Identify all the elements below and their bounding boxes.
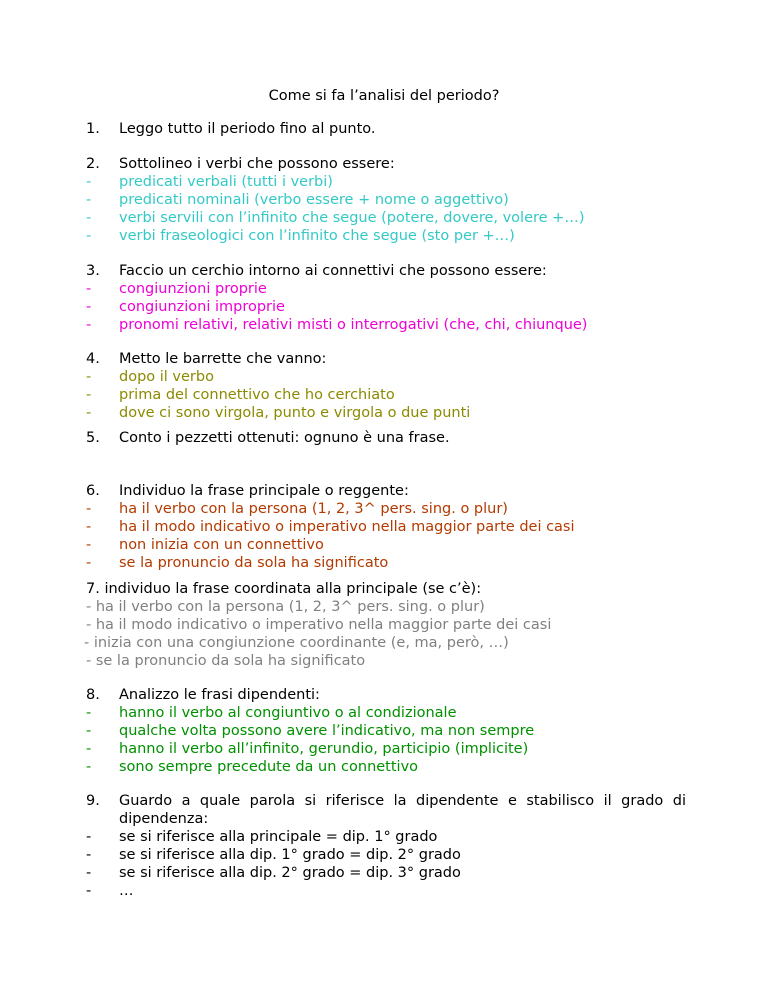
- step-text: Guardo a quale parola si riferisce la dipendente e stabilisco il grado di dipendenza:: [119, 793, 686, 827]
- list-item: - ha il modo indicativo o imperativo nella maggior parte dei casi: [86, 519, 575, 535]
- list-item: - predicati verbali (tutti i verbi): [86, 174, 333, 190]
- step-number: 1.: [86, 121, 100, 137]
- page-title: Come si fa l’analisi del periodo?: [268, 88, 500, 104]
- list-item: - se la pronuncio da sola ha significato: [86, 653, 366, 669]
- list-item: - inizia con una congiunzione coordinante (e, ma, però, …): [84, 635, 509, 651]
- step-6: [86, 482, 686, 572]
- step-number: 3.: [86, 263, 100, 279]
- list-item: - se si riferisce alla dip. 2° grado = dip. 3° grado: [86, 865, 461, 881]
- list-item: - predicati nominali (verbo essere + nome o aggettivo): [86, 192, 509, 208]
- step-number: 9.: [86, 793, 100, 809]
- step-4: [86, 350, 686, 422]
- step-number: 5.: [86, 430, 100, 446]
- list-item: - …: [86, 883, 134, 899]
- list-item: - non inizia con un connettivo: [86, 537, 324, 553]
- step-7: [86, 580, 686, 670]
- list-item: - dopo il verbo: [86, 369, 214, 385]
- step-8: [86, 686, 686, 776]
- step-2: [86, 155, 686, 245]
- list-item: - ha il verbo con la persona (1, 2, 3^ pers. sing. o plur): [86, 501, 508, 517]
- list-item: - verbi servili con l’infinito che segue (potere, dovere, volere +…): [86, 210, 585, 226]
- list-item: - congiunzioni proprie: [86, 281, 267, 297]
- step-number: 4.: [86, 351, 100, 367]
- list-item: - qualche volta possono avere l’indicativo, ma non sempre: [86, 723, 535, 739]
- step-1: [86, 120, 686, 138]
- step-5: [86, 429, 686, 447]
- step-number: 2.: [86, 156, 100, 172]
- step-text: Sottolineo i verbi che possono essere:: [119, 156, 395, 172]
- list-item: - verbi fraseologici con l’infinito che segue (sto per +…): [86, 228, 515, 244]
- step-text: 7. individuo la frase coordinata alla principale (se c’è):: [86, 581, 482, 597]
- step-text: Leggo tutto il periodo fino al punto.: [119, 121, 376, 137]
- step-9: [86, 792, 686, 900]
- list-item: - ha il verbo con la persona (1, 2, 3^ pers. sing. o plur): [86, 599, 485, 615]
- list-item: - dove ci sono virgola, punto e virgola o due punti: [86, 405, 471, 421]
- list-item: - sono sempre precedute da un connettivo: [86, 759, 419, 775]
- step-number: 8.: [86, 687, 100, 703]
- step-text: Individuo la frase principale o reggente:: [119, 483, 409, 499]
- step-text: Conto i pezzetti ottenuti: ognuno è una frase.: [119, 430, 450, 446]
- step-number: 6.: [86, 483, 100, 499]
- list-item: - pronomi relativi, relativi misti o interrogativi (che, chi, chiunque): [86, 317, 588, 333]
- list-item: - se si riferisce alla principale = dip. 1° grado: [86, 829, 438, 845]
- step-text: Analizzo le frasi dipendenti:: [119, 687, 320, 703]
- list-item: - hanno il verbo al congiuntivo o al condizionale: [86, 705, 457, 721]
- list-item: - hanno il verbo all’infinito, gerundio, participio (implicite): [86, 741, 529, 757]
- step-3: [86, 262, 686, 334]
- list-item: - congiunzioni improprie: [86, 299, 285, 315]
- list-item: - prima del connettivo che ho cerchiato: [86, 387, 395, 403]
- list-item: - ha il modo indicativo o imperativo nella maggior parte dei casi: [86, 617, 552, 633]
- step-text: Faccio un cerchio intorno ai connettivi che possono essere:: [119, 263, 547, 279]
- step-text: Metto le barrette che vanno:: [119, 351, 327, 367]
- list-item: - se la pronuncio da sola ha significato: [86, 555, 389, 571]
- list-item: - se si riferisce alla dip. 1° grado = dip. 2° grado: [86, 847, 461, 863]
